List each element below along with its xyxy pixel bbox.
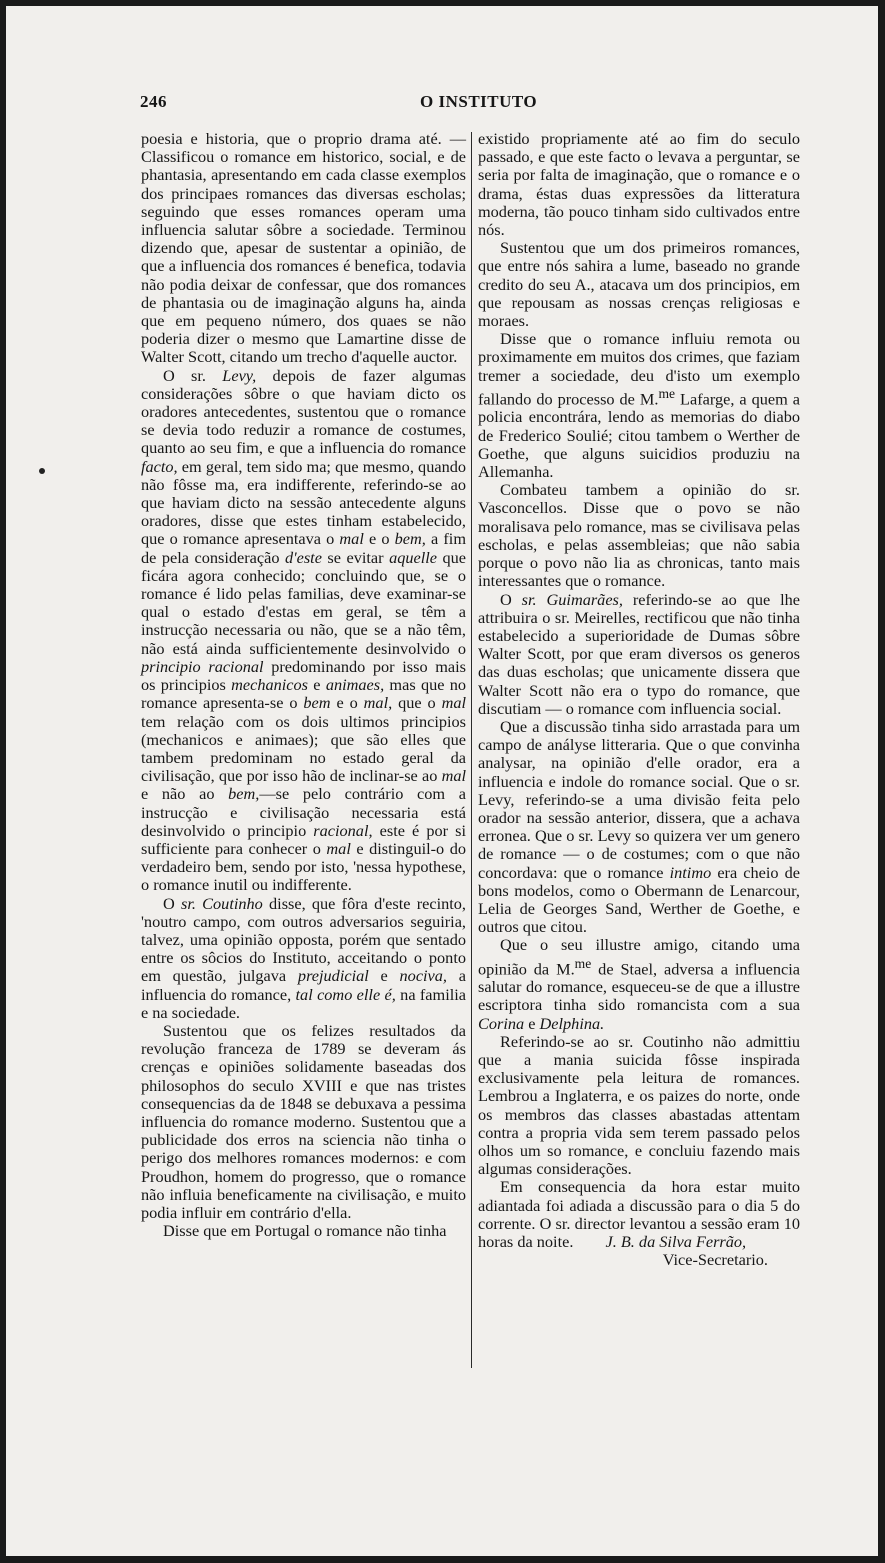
page-number: 246 [140, 92, 167, 111]
ink-speck [39, 468, 45, 474]
right-paragraph-8: Referindo-se ao sr. Coutinho não admittiu que a mania suicida fôsse inspirada exclusivamente pela leitura de romances. Lembrou a Inglaterra, e os paizes do norte, onde os membros das classes abastadas attentam contra a propria vida sem terem passado pelos olhos um so romance, e concluiu fazendo mais algumas considerações. [478, 1031, 800, 1179]
running-title: O INSTITUTO [420, 92, 538, 111]
right-paragraph-3: Disse que o romance influiu remota ou proximamente em muitos dos crimes, que faziam tremer a sociedade, deu d'isto um exemplo fallando do processo de M.$^{me}$ Lafarge, a quem a policia encontrára, lendo as memorias do diabo de Frederico Soulié; citou tambem o Werther de Goethe, que alguns suicidios produziu na Allemanha. [478, 329, 800, 482]
newspaper-page [6, 6, 878, 1556]
right-paragraph-5: O sr. Guimarães, referindo-se ao que lhe attribuira o sr. Meirelles, rectificou que não tinha estabelecido a superioridade de Dumas sôbre Walter Scott, por que eram diversos os generos das duas escholas; que unicamente dissera que Walter Scott não era o typo do romance, que discutiam — o romance com influencia social. [478, 589, 801, 718]
right-paragraph-6: Que a discussão tinha sido arrastada para um campo de anályse litteraria. Que o que convinha analysar, na opinião d'elle orador, era a influencia e indole do romance social. Que o sr. Levy, referindo-se a uma divisão feita pelo orador na sessão anterior, dissera, que a achava erronea. Que o sr. Levy so quizera ver um genero de romance — o de costumes; com o que não concordava: que o romance intimo era cheio de bons modelos, como o Obermann de Lenarcour, Lelia de Georges Sand, Werther de Goethe, e outros que citou. [478, 716, 800, 937]
left-paragraph-3: O sr. Coutinho disse, que fôra d'este recinto, 'noutro campo, com outros adversarios seguiria, talvez, uma opinião opposta, porém que sentado entre os sôcios do Instituto, acceitando o ponto em questão, julgava prejudicial e nociva, a influencia do romance, tal como elle é, na familia e na sociedade. [141, 893, 466, 1022]
right-paragraph-1: existido propriamente até ao fim do seculo passado, e que este facto o levava a perguntar, se seria por falta de imaginação, que o romance e o drama, éstas duas expressões da litteratura moderna, tão pouco tinham sido cultivados entre nós. [478, 129, 800, 240]
right-paragraph-2: Sustentou que um dos primeiros romances, que entre nós sahira a lume, baseado no grande credito do seu A., atacava um dos principios, em que repousam as nossas crenças religiosas e moraes. [478, 238, 800, 331]
left-paragraph-5: Disse que em Portugal o romance não tinha [163, 1221, 447, 1241]
right-paragraph-9: Em consequencia da hora estar muito adiantada foi adiada a discussão para o dia 5 do corrente. O sr. director levantou a sessão eram 10 horas da noite. J. B. da Silva Ferrão, [478, 1177, 800, 1252]
left-column [141, 130, 466, 1240]
right-column [478, 130, 800, 1269]
column-divider [471, 132, 472, 1368]
signature: J. B. da Silva Ferrão, [605, 1232, 747, 1252]
page-header [140, 92, 800, 114]
signature-title: Vice-Secretario. [662, 1250, 768, 1270]
left-paragraph-4: Sustentou que os felizes resultados da revolução franceza de 1789 se deveram ás crenças e opiniões solidamente baseadas dos philosophos do seculo XVIII e que nas tristes consequencias da de 1848 se debuxava a pessima influencia do romance moderno. Sustentou que a publicidade dos erros na sciencia não tinha o perigo dos melhores romances modernos: e com Proudhon, homem do progresso, que o romance não influia beneficamente na civilisação, e muito podia influir em contrário d'ella. [141, 1020, 466, 1222]
left-paragraph-1: poesia e historia, que o proprio drama até. — Classificou o romance em historico, social, e de phantasia, apresentando em cada classe exemplos dos principaes romances das diversas escholas; seguindo que esses romances operam uma influencia salutar sôbre a sociedade. Terminou dizendo que, apesar de sustentar a opinião, de que a influencia dos romances é benefica, todavia não podia deixar de confessar, que dos romances de phantasia ou de imaginação alguns ha, ainda que em pequeno número, dos quaes se não poderia dizer o mesmo que Lamartine disse de Walter Scott, citando um trecho d'aquelle auctor. [141, 129, 466, 367]
left-paragraph-2: O sr. Levy, depois de fazer algumas considerações sôbre o que haviam dicto os oradores antecedentes, sustentou que o romance se devia todo reduzir a romance de costumes, quanto ao seu fim, e que a influencia do romance facto, em geral, tem sido ma; que mesmo, quando não fôsse ma, era indifferente, referindo-se ao que haviam dicto na sessão antecedente alguns oradores, disse que estes tinham estabelecido, que o romance apresentava o mal e o bem, a fim de pela consideração d'este se evitar aquelle que ficára agora conhecido; concluindo que, se o romance é lido pelas familias, deve examinar-se qual o estado d'estas em geral, se têm a instrucção necessaria ou não, que se a não têm, não está ainda sufficientemente desinvolvido o principio racional predominando por isso mais os principios mechanicos e animaes, mas que no romance apresenta-se o bem e o mal, que o mal tem relação com os dois ultimos principios (mechanicos e animaes); que são elles que tambem predominam no estado geral da civilisação, que por isso hão de inclinar-se ao mal e não ao bem,—se pelo contrário com a instrucção e civilisação necessaria está desinvolvido o principio racional, este é por si sufficiente para conhecer o mal e distinguil-o do verdadeiro bem, sendo por isto, 'nessa hypothese, o romance inutil ou indifferente. [141, 365, 467, 895]
right-paragraph-7: Que o seu illustre amigo, citando uma opinião da M.$^{me}$ de Stael, adversa a influencia salutar do romance, esqueceu-se de que a illustre escriptora tinha sido romancista com a sua Corina e Delphina. [478, 935, 800, 1033]
right-paragraph-4: Combateu tambem a opinião do sr. Vasconcellos. Disse que o povo se não moralisava pelo romance, mas se civilisava pelas escholas, e pelas assembleias; que não sabia porque o povo não lia as chronicas, tanto mais interessantes que o romance. [478, 480, 800, 591]
